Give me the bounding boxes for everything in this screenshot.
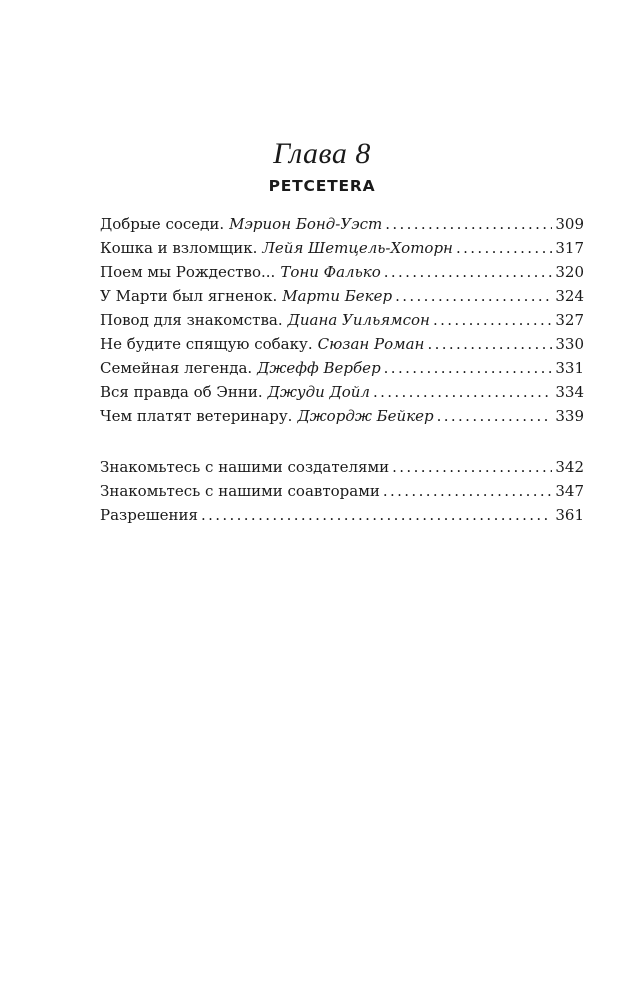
entry-page-number: 317 (555, 239, 584, 257)
dot-leader (427, 332, 552, 356)
toc-entry (100, 356, 584, 380)
dot-leader (383, 479, 552, 503)
entry-page-number: 327 (555, 311, 584, 329)
entry-author: Мэрион Бонд-Уэст (229, 215, 383, 233)
entry-author: Джуди Дойл (267, 383, 370, 401)
entry-author: Марти Бекер (282, 287, 393, 305)
entry-author: Джордж Бейкер (297, 407, 434, 425)
entry-page-number: 347 (555, 482, 584, 500)
entry-author: Сюзан Роман (317, 335, 425, 353)
dot-leader (385, 212, 552, 236)
entry-title: Добрые соседи. (100, 215, 225, 233)
entry-title: Знакомьтесь с нашими соавторами (100, 482, 380, 500)
chapter-title: PETCETERA (268, 177, 376, 195)
toc-entry (100, 380, 584, 404)
entry-page-number: 342 (555, 458, 584, 476)
chapter-label: Глава 8 (273, 137, 371, 170)
dot-leader (373, 380, 552, 404)
entry-title: Разрешения (100, 506, 198, 524)
dot-leader (392, 455, 552, 479)
toc-entry (100, 479, 584, 503)
entry-author: Тони Фалько (280, 263, 381, 281)
entry-title: У Марти был ягненок. (100, 287, 278, 305)
entry-title: Не будите спящую собаку. (100, 335, 313, 353)
entry-page-number: 330 (555, 335, 584, 353)
entry-page-number: 334 (555, 383, 584, 401)
entry-title: Вся правда об Энни. (100, 383, 263, 401)
dot-leader (395, 284, 552, 308)
dot-leader (384, 356, 553, 380)
toc-entry (100, 260, 584, 284)
toc-entry (100, 212, 584, 236)
toc-entry (100, 404, 584, 428)
toc-entry (100, 236, 584, 260)
entry-title: Чем платят ветеринару. (100, 407, 293, 425)
entry-author: Лейя Шетцель-Хоторн (262, 239, 453, 257)
toc-entry (100, 332, 584, 356)
entry-author: Диана Уильямсон (287, 311, 430, 329)
entry-page-number: 361 (555, 506, 584, 524)
entry-page-number: 339 (555, 407, 584, 425)
toc-entry (100, 308, 584, 332)
dot-leader (437, 404, 553, 428)
entry-page-number: 309 (555, 215, 584, 233)
entry-page-number: 324 (555, 287, 584, 305)
entry-title: Поем мы Рождество... (100, 263, 276, 281)
entry-title: Кошка и взломщик. (100, 239, 258, 257)
entry-title: Знакомьтесь с нашими создателями (100, 458, 390, 476)
entry-page-number: 331 (555, 359, 584, 377)
dot-leader (384, 260, 553, 284)
dot-leader (433, 308, 552, 332)
toc-main-list (100, 212, 584, 428)
toc-entry (100, 503, 584, 527)
entry-title: Семейная легенда. (100, 359, 253, 377)
dot-leader (456, 236, 552, 260)
toc-back-matter-list (100, 455, 584, 527)
toc-entry (100, 455, 584, 479)
entry-title: Повод для знакомства. (100, 311, 283, 329)
toc-entry (100, 284, 584, 308)
dot-leader (201, 503, 552, 527)
entry-author: Джефф Вербер (257, 359, 381, 377)
entry-page-number: 320 (555, 263, 584, 281)
